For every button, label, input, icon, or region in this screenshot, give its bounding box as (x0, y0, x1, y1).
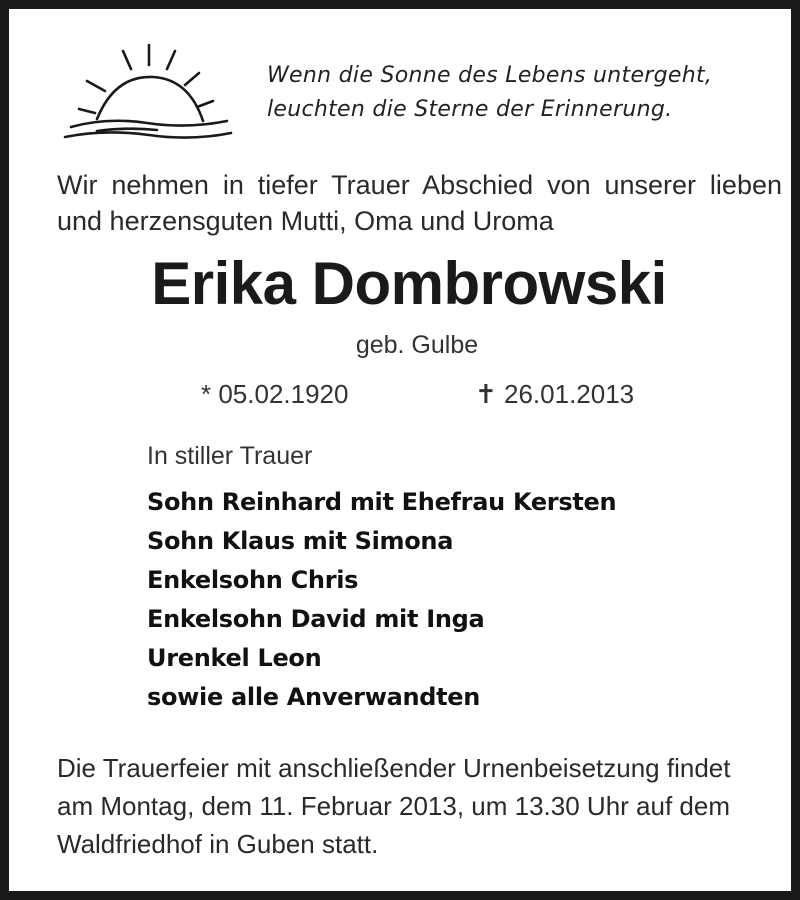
motto-line-1: Wenn die Sonne des Lebens untergeht, (267, 63, 713, 88)
death-date: ✝ 26.01.2013 (475, 379, 635, 409)
mourners-list (147, 483, 616, 717)
motto-line-2: leuchten die Sterne der Erinnerung. (267, 97, 673, 122)
sunset-icon (57, 37, 237, 147)
mourner-name: Sohn Klaus mit Simona (147, 527, 454, 555)
mourners-heading: In stiller Trauer (147, 442, 313, 470)
service-line-2: am Montag, dem 11. Februar 2013, um 13.30 Uhr auf dem (57, 791, 730, 821)
mourner-name: Enkelsohn David mit Inga (147, 605, 485, 633)
intro-line-2: und herzensguten Mutti, Oma und Uroma (57, 206, 554, 236)
motto (267, 59, 787, 127)
intro-line-1: Wir nehmen in tiefer Trauer Abschied von unserer lieben (57, 170, 782, 200)
mourner-name: Sohn Reinhard mit Ehefrau Kersten (147, 488, 617, 516)
service-info (57, 749, 782, 863)
deceased-name: Erika Dombrowski (151, 250, 667, 317)
mourner-name: Urenkel Leon (147, 644, 322, 672)
birth-date: * 05.02.1920 (201, 379, 349, 409)
mourner-name: Enkelsohn Chris (147, 566, 359, 594)
service-line-1: Die Trauerfeier mit anschließender Urnenbeisetzung findet (57, 753, 731, 783)
intro-text (57, 167, 782, 239)
mourner-name: sowie alle Anverwandten (147, 683, 481, 711)
birth-name: geb. Gulbe (355, 331, 479, 359)
service-line-3: Waldfriedhof in Guben statt. (57, 829, 379, 859)
